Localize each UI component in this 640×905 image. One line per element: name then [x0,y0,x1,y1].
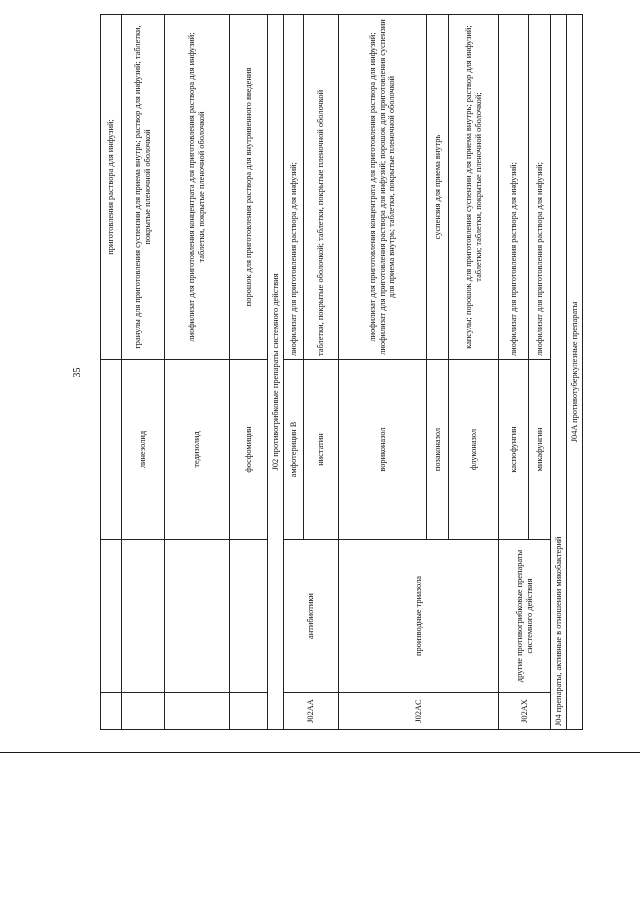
section-heading-row [567,15,583,730]
section-heading-j02: J02 противогрибковые препараты системного действия [268,15,284,730]
dosage-form-cell: капсулы; порошок для приготовления суспензии для приема внутрь; раствор для инфузий; таблетки; таблетки, покрытые пленочной оболочкой; [449,15,499,360]
drug-name-cell: нистатин [304,360,339,540]
group-name-cell: другие противогрибковые препараты системного действия [499,540,551,693]
section-heading-row [268,15,284,730]
dosage-form-cell: суспензия для приема внутрь [427,15,449,360]
drug-name-cell: тедизолид [165,360,230,540]
table-row [101,15,122,730]
group-name-cell: антибиотики [284,540,339,693]
drug-name-cell: позаконазол [427,360,449,540]
drug-name-cell: флуконазол [449,360,499,540]
drug-name-cell: вориконазол [339,360,427,540]
table-row [230,15,268,730]
dosage-form-cell: лиофилизат для приготовления раствора для инфузий; [529,15,551,360]
section-heading-j04a: J04A противотуберкулезные препараты [567,15,583,730]
medication-table [100,14,583,730]
dosage-form-cell: порошок для приготовления раствора для внутривенного введения [230,15,268,360]
section-heading-j04: J04 препараты, активные в отношении микобактерий [551,15,567,730]
dosage-form-cell: приготовления раствора для инфузий; [101,15,122,360]
atc-code-cell: J02AX [499,693,551,730]
atc-code-cell: J02AA [284,693,339,730]
drug-name-cell: микафунгин [529,360,551,540]
dosage-form-cell: лиофилизат для приготовления концентрата для приготовления раствора для инфузий; лиофилизат для приготовления раствора для инфузий; порошок для приготовления суспензии для приема внутрь; таблетки, покрытые пленочной оболочкой [339,15,427,360]
group-name-cell: производные триазола [339,540,499,693]
table-row [339,15,427,730]
section-heading-row [551,15,567,730]
table-row [499,15,529,730]
atc-code-cell: J02AC [339,693,499,730]
rotated-document-sheet [72,15,590,730]
page-number: 35 [72,367,83,378]
dosage-form-cell: лиофилизат для приготовления раствора для инфузий; [499,15,529,360]
dosage-form-cell: таблетки, покрытые оболочкой; таблетки, покрытые пленочной оболочкой [304,15,339,360]
scan-edge-line [0,752,640,753]
dosage-form-cell: гранулы для приготовления суспензии для приема внутрь; раствор для инфузий; таблетки, покрытые пленочной оболочкой [122,15,165,360]
drug-name-cell: фосфомицин [230,360,268,540]
drug-name-cell: каспофунгин [499,360,529,540]
drug-name-cell: линезолид [122,360,165,540]
table-row [122,15,165,730]
dosage-form-cell: лиофилизат для приготовления концентрата для приготовления раствора для инфузий; таблетки, покрытые пленочной оболочкой [165,15,230,360]
dosage-form-cell: лиофилизат для приготовления раствора для инфузий; [284,15,304,360]
drug-name-cell: амфотерицин B [284,360,304,540]
table-row [165,15,230,730]
table-row [284,15,304,730]
